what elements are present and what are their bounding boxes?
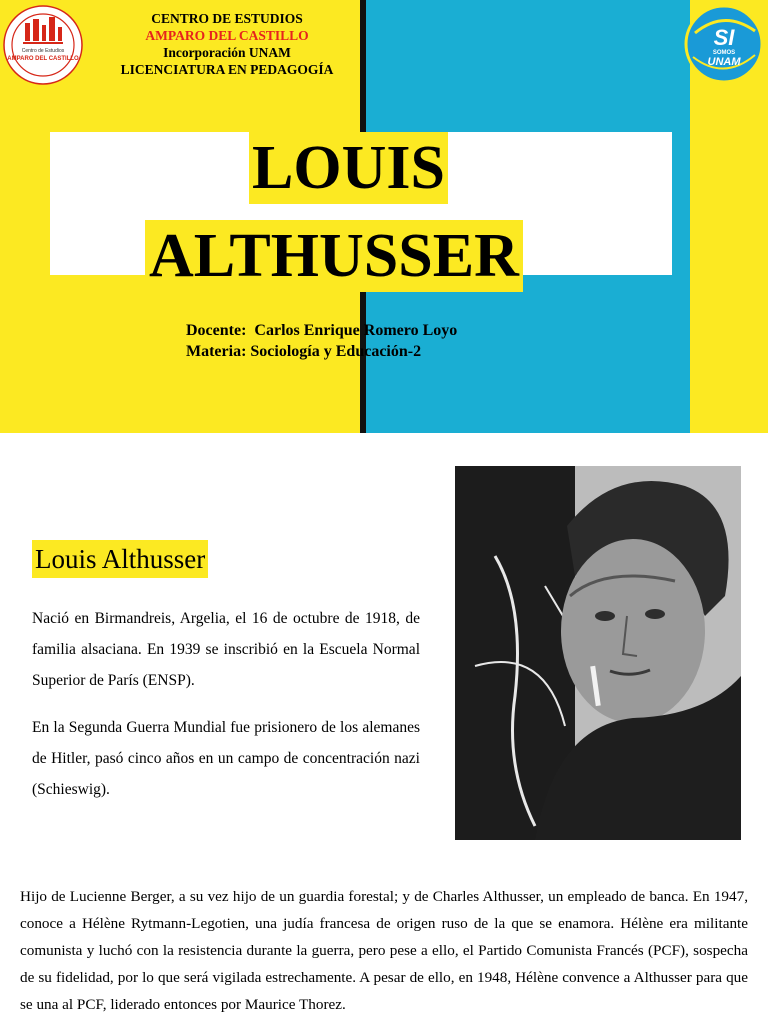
- bio-paragraph-1: Nació en Birmandreis, Argelia, el 16 de octubre de 1918, de familia alsaciana. En 1939 se inscribió en la Escuela Normal Superior de París (ENSP).: [32, 610, 420, 689]
- althusser-portrait-photo: [455, 466, 741, 840]
- institution-logo: [3, 5, 83, 85]
- materia-line: [186, 343, 421, 361]
- si-somos-unam-logo: [683, 3, 765, 85]
- docente-label: Docente:: [186, 322, 247, 339]
- institution-line-3: Incorporación UNAM: [163, 45, 291, 60]
- logo-text-bottom: AMPARO DEL CASTILLO: [7, 56, 79, 62]
- institution-header: [96, 10, 358, 78]
- institution-line-2: AMPARO DEL CASTILLO: [145, 28, 309, 43]
- materia-label: Materia:: [186, 343, 247, 360]
- logo-sub-text-2: UNAM: [707, 56, 741, 68]
- logo-sub-text-1: SOMOS: [712, 50, 736, 56]
- section-heading: Louis Althusser: [32, 540, 208, 578]
- materia-value: Sociología y Educación-2: [250, 343, 422, 360]
- cover-banner: [0, 0, 768, 433]
- logo-text-top: Centro de Estudios: [21, 48, 65, 54]
- bio-paragraph-2: En la Segunda Guerra Mundial fue prisionero de los alemanes de Hitler, pasó cinco años en un campo de concentración nazi (Schieswig).: [32, 719, 420, 798]
- docente-line: [186, 322, 457, 340]
- institution-line-1: CENTRO DE ESTUDIOS: [151, 11, 303, 26]
- bio-paragraph-3: Hijo de Lucienne Berger, a su vez hijo de un guardia forestal; y de Charles Althusser, un empleado de banca. En 1947, conoce a Hélène Rytmann-Legotien, una judía francesa de origen ruso de la que se enamora. Hélène era militante comunista y luchó con la resistencia durante la guerra, pero pese a ello, el Partido Comunista Francés (PCF), sospecha de su fidelidad, por lo que será vigilada estrechamente. A pesar de ello, en 1948, Hélène convence a Althusser para que se una al PCF, liderado entonces por Maurice Thorez.: [20, 888, 748, 1013]
- title-first-name: LOUIS: [249, 132, 448, 204]
- docente-value: Carlos Enrique Romero Loyo: [254, 322, 458, 339]
- title-last-name: ALTHUSSER: [145, 220, 523, 292]
- institution-line-4: LICENCIATURA EN PEDAGOGÍA: [120, 62, 334, 77]
- logo-main-text: SI: [713, 25, 735, 50]
